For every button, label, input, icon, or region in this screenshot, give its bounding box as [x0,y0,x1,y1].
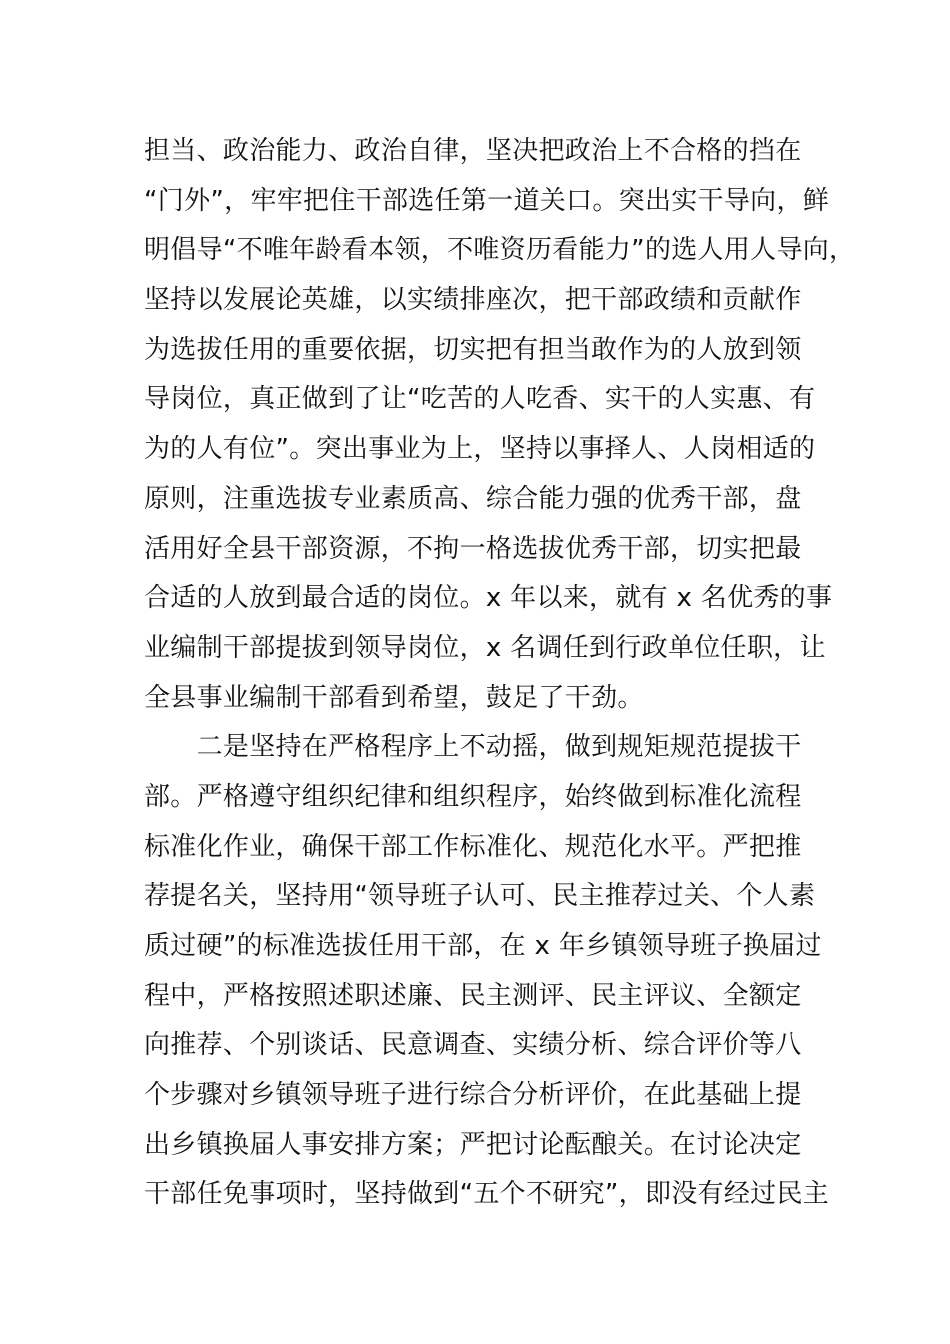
text-line: 坚持以发展论英雄，以实绩排座次，把干部政绩和贡献作 [144,285,802,316]
text-line: 质过硬”的标准选拔任用干部，在 x 年乡镇领导班子换届过 [144,931,822,961]
text-line: 二是坚持在严格程序上不动摇，做到规矩规范提拔干 [144,732,802,763]
text-line: 干部任免事项时，坚持做到“五个不研究”，即没有经过民主 [144,1179,830,1210]
text-line: 标准化作业，确保干部工作标准化、规范化水平。严把推 [144,831,802,862]
text-line: 为选拔任用的重要依据，切实把有担当敢作为的人放到领 [144,334,802,365]
text-line: 出乡镇换届人事安排方案；严把讨论酝酿关。在讨论决定 [144,1129,802,1160]
text-line: 合适的人放到最合适的岗位。x 年以来，就有 x 名优秀的事 [144,583,833,614]
text-line: 担当、政治能力、政治自律，坚决把政治上不合格的挡在 [144,136,802,166]
text-line: 导岗位，真正做到了让“吃苦的人吃香、实干的人实惠、有 [144,384,816,415]
text-line: 全县事业编制干部看到希望，鼓足了干劲。 [144,682,644,713]
text-line: 活用好全县干部资源，不拘一格选拔优秀干部，切实把最 [144,533,802,564]
text-line: 部。严格遵守组织纪律和组织程序，始终做到标准化流程 [144,781,802,812]
text-line: 为的人有位”。突出事业为上，坚持以事择人、人岗相适的 [144,434,816,465]
text-line: 业编制干部提拔到领导岗位，x 名调任到行政单位任职，让 [144,632,826,663]
text-line: 荐提名关，坚持用“领导班子认可、民主推荐过关、个人素 [144,881,816,912]
text-line: 明倡导“不唯年龄看本领，不唯资历看能力”的选人用人导向， [144,235,856,266]
text-line: 程中，严格按照述职述廉、民主测评、民主评议、全额定 [144,980,802,1011]
text-line: 原则，注重选拔专业素质高、综合能力强的优秀干部，盘 [144,483,802,514]
body-text [144,127,856,1220]
text-line: “门外”，牢牢把住干部选任第一道关口。突出实干导向，鲜 [144,185,830,216]
text-line: 个步骤对乡镇领导班子进行综合分析评价，在此基础上提 [144,1080,802,1111]
text-line: 向推荐、个别谈话、民意调查、实绩分析、综合评价等八 [144,1030,802,1061]
